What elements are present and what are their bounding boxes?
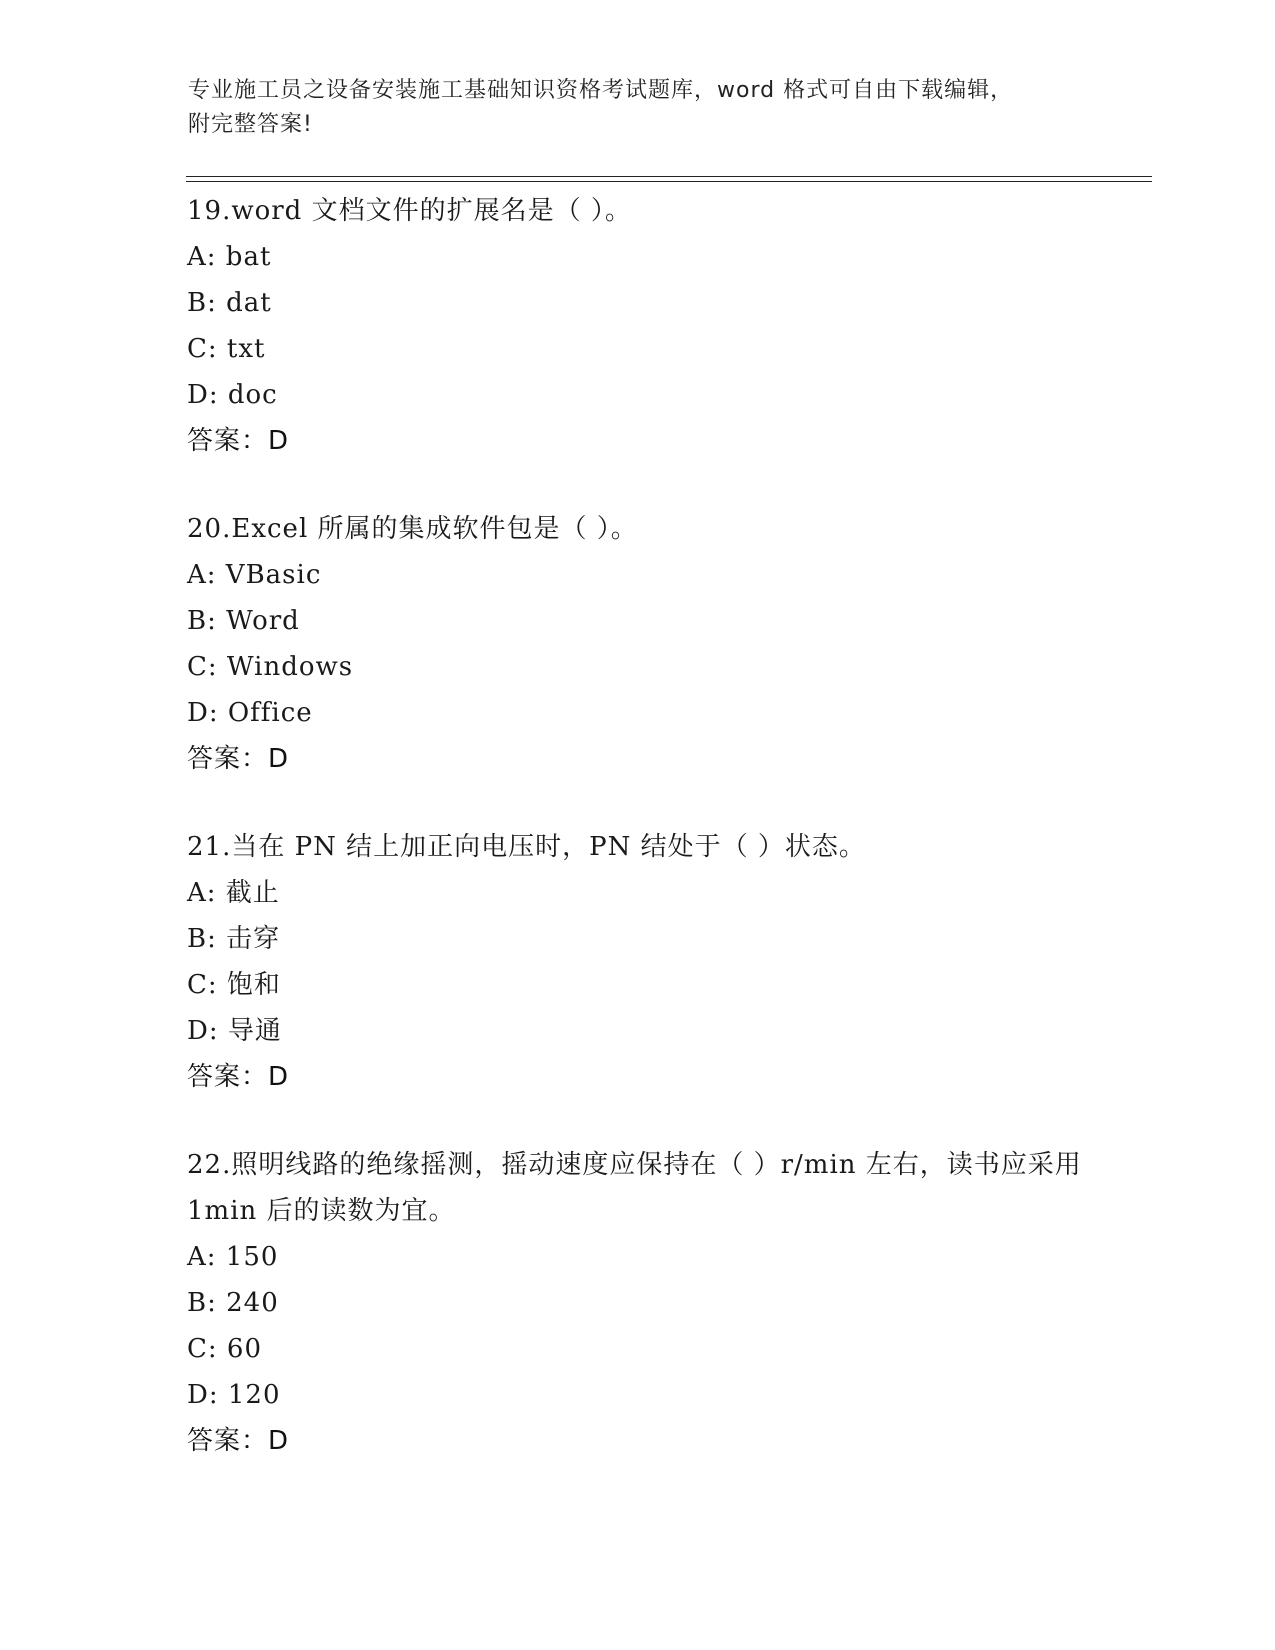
option-c: C: 饱和 xyxy=(187,970,281,1000)
question-19 xyxy=(187,188,1087,464)
option-d: D: 120 xyxy=(187,1380,281,1410)
option-c: C: Windows xyxy=(187,652,354,682)
option-a: A: 150 xyxy=(187,1242,279,1272)
answer-label: 答案：D xyxy=(187,1426,290,1456)
header-line-1: 专业施工员之设备安装施工基础知识资格考试题库，word 格式可自由下载编辑， xyxy=(188,78,1014,103)
option-c: C: txt xyxy=(187,334,266,364)
document-header xyxy=(188,74,1068,142)
question-20 xyxy=(187,506,1087,782)
option-b: B: Word xyxy=(187,606,300,636)
option-d: D: Office xyxy=(187,698,313,728)
header-divider-bottom xyxy=(186,181,1152,182)
question-22 xyxy=(187,1142,1087,1464)
header-line-2: 附完整答案! xyxy=(188,112,313,137)
question-text: 22.照明线路的绝缘摇测，摇动速度应保持在（ ）r/min 左右，读书应采用 1min 后的读数为宜。 xyxy=(187,1150,1082,1226)
answer-label: 答案：D xyxy=(187,1062,290,1092)
option-d: D: doc xyxy=(187,380,278,410)
header-divider-top xyxy=(186,176,1152,177)
option-b: B: 240 xyxy=(187,1288,279,1318)
question-text: 19.word 文档文件的扩展名是（ ）。 xyxy=(187,196,632,226)
option-a: A: VBasic xyxy=(187,560,322,590)
option-c: C: 60 xyxy=(187,1334,263,1364)
answer-label: 答案：D xyxy=(187,744,290,774)
option-a: A: 截止 xyxy=(187,878,280,908)
question-text: 20.Excel 所属的集成软件包是（ ）。 xyxy=(187,514,638,544)
option-d: D: 导通 xyxy=(187,1016,282,1046)
question-21 xyxy=(187,824,1087,1100)
option-b: B: dat xyxy=(187,288,272,318)
question-text: 21.当在 PN 结上加正向电压时，PN 结处于（ ）状态。 xyxy=(187,832,866,862)
answer-label: 答案：D xyxy=(187,426,290,456)
option-b: B: 击穿 xyxy=(187,924,281,954)
option-a: A: bat xyxy=(187,242,272,272)
